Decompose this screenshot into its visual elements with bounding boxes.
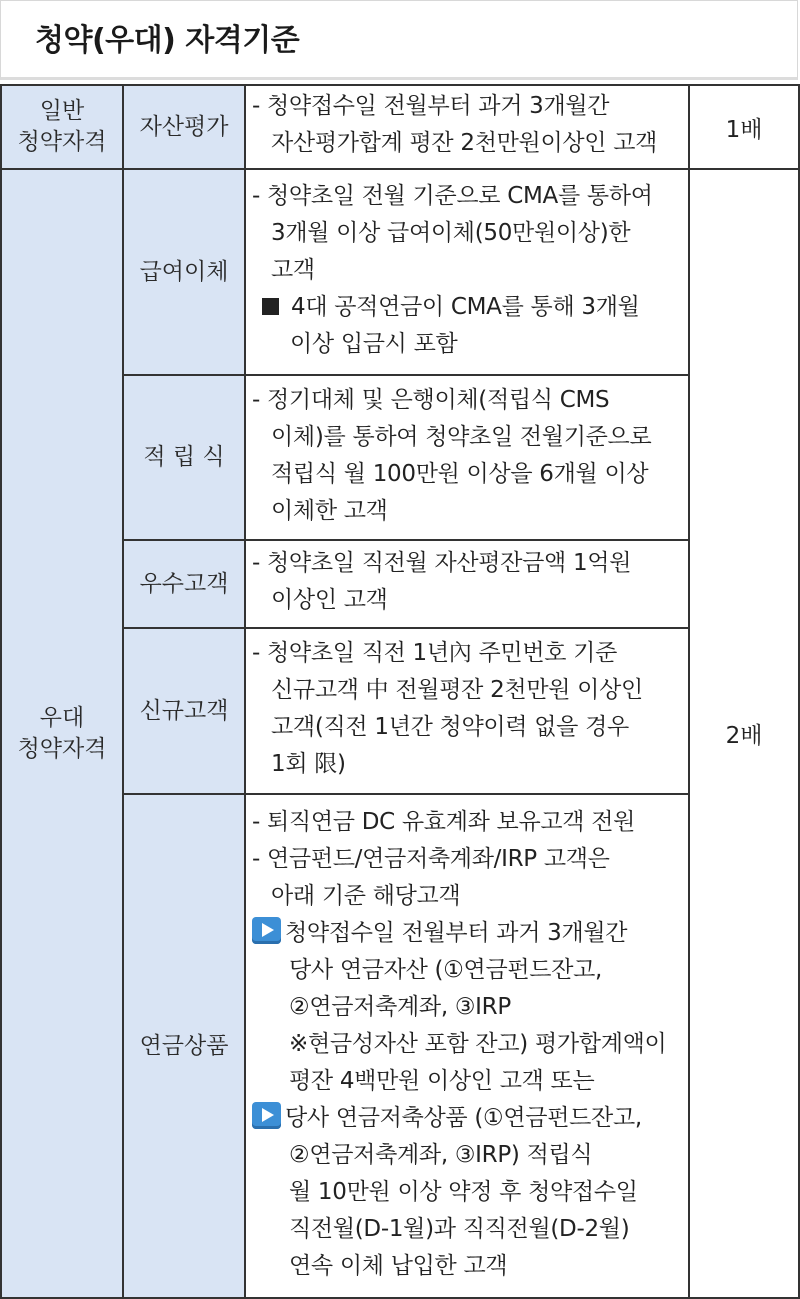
page-title: 청약(우대) 자격기준 <box>35 23 300 58</box>
sub-line: 연속 이체 납입한 고객 <box>289 1252 508 1279</box>
sub-text: 청약접수일 전월부터 과거 3개월간 <box>285 919 628 946</box>
desc-line: 1회 限) <box>271 751 346 777</box>
desc-line: 적립식 월 100만원 이상을 6개월 이상 <box>271 460 649 487</box>
desc-line: 신규고객 中 전월평잔 2천만원 이상인 <box>271 677 643 703</box>
sub-line: 당사 연금자산 (①연금펀드잔고, <box>289 956 603 983</box>
sub-line: 직전월(D-1월)과 직직전월(D-2월) <box>289 1215 630 1242</box>
item-vip: 우수고객 <box>123 540 245 628</box>
table-row-salary <box>1 169 799 375</box>
desc-line: - 퇴직연금 DC 유효계좌 보유고객 전원 <box>252 808 636 835</box>
play-icon <box>252 1102 281 1129</box>
desc-line: - 정기대체 및 은행이체(적립식 CMS <box>252 386 610 413</box>
sub-line <box>252 915 680 952</box>
square-bullet-icon <box>262 298 279 315</box>
desc-line: 아래 기준 해당고객 <box>271 882 461 909</box>
sub-line: ②연금저축계좌, ③IRP <box>289 993 511 1020</box>
item-salary-transfer: 급여이체 <box>123 169 245 375</box>
desc-salary-transfer <box>245 169 689 375</box>
note-text: 4대 공적연금이 CMA를 통해 3개월 <box>291 293 640 320</box>
eligibility-table <box>0 84 800 1299</box>
desc-line: 이체한 고객 <box>271 497 388 524</box>
sub-line: ※현금성자산 포함 잔고) 평가합계액이 <box>289 1030 667 1057</box>
sub-text: 당사 연금저축상품 (①연금펀드잔고, <box>285 1104 642 1131</box>
category-preferred-line1: 우대 <box>39 704 85 731</box>
desc-line: - 연금펀드/연금저축계좌/IRP 고객은 <box>252 845 610 872</box>
desc-line: 3개월 이상 급여이체(50만원이상)한 <box>271 219 631 246</box>
page-header <box>0 0 798 80</box>
item-asset-eval: 자산평가 <box>123 85 245 169</box>
note-line <box>252 289 680 326</box>
sub-line: 월 10만원 이상 약정 후 청약접수일 <box>289 1178 638 1205</box>
item-pension: 연금상품 <box>123 794 245 1298</box>
desc-line: - 청약초일 직전 1년內 주민번호 기준 <box>252 640 618 666</box>
desc-line: - 청약초일 직전월 자산평잔금액 1억원 <box>252 550 632 576</box>
sub-line <box>252 1100 680 1137</box>
desc-vip <box>245 540 689 628</box>
play-icon <box>252 917 281 944</box>
category-general <box>1 85 123 169</box>
desc-line: 이체)를 통하여 청약초일 전월기준으로 <box>271 423 652 450</box>
table-row-general <box>1 85 799 169</box>
multiplier-general: 1배 <box>689 85 799 169</box>
desc-line: 자산평가합계 평잔 2천만원이상인 고객 <box>271 130 658 156</box>
desc-line: 고객(직전 1년간 청약이력 없을 경우 <box>271 714 629 740</box>
desc-line: 고객 <box>271 256 315 283</box>
item-installment: 적 립 식 <box>123 375 245 540</box>
desc-line: - 청약초일 전월 기준으로 CMA를 통하여 <box>252 182 653 209</box>
desc-line: 이상인 고객 <box>271 587 388 613</box>
desc-asset-eval <box>245 85 689 169</box>
item-new-customer: 신규고객 <box>123 628 245 794</box>
category-general-line2: 청약자격 <box>17 129 107 155</box>
category-preferred <box>1 169 123 1298</box>
note-line: 이상 입금시 포함 <box>290 330 458 357</box>
category-general-line1: 일반 <box>39 98 85 124</box>
desc-line: - 청약접수일 전월부터 과거 3개월간 <box>252 93 610 119</box>
sub-line: 평잔 4백만원 이상인 고객 또는 <box>289 1067 595 1094</box>
desc-installment <box>245 375 689 540</box>
sub-line: ②연금저축계좌, ③IRP) 적립식 <box>289 1141 593 1168</box>
category-preferred-line2: 청약자격 <box>17 735 107 762</box>
multiplier-preferred: 2배 <box>689 169 799 1298</box>
desc-pension <box>245 794 689 1298</box>
desc-new-customer <box>245 628 689 794</box>
